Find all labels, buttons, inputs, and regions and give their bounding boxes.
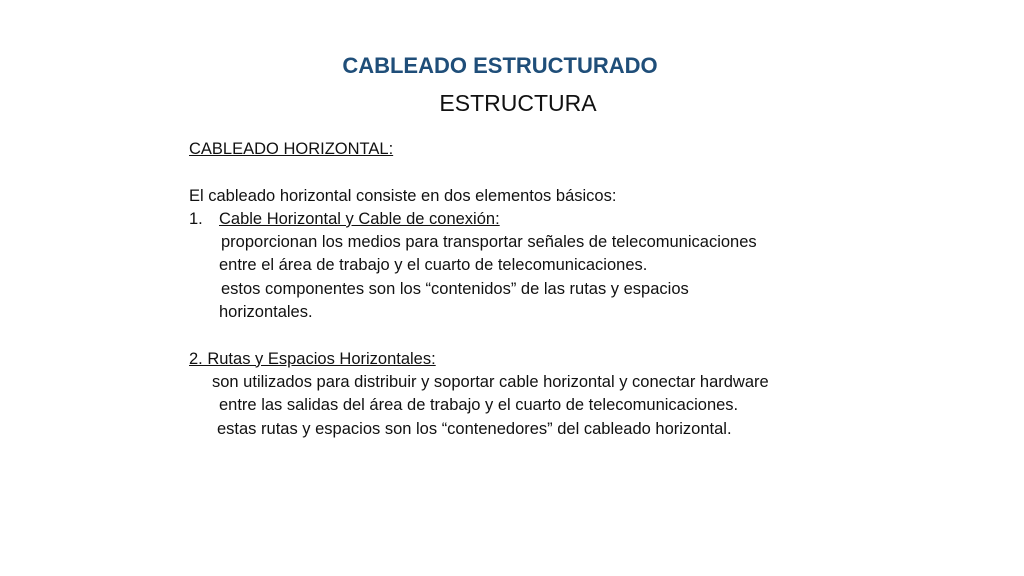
item-1-line: estos componentes son los “contenidos” de las rutas y espacios: [221, 279, 689, 298]
item-1-line: entre el área de trabajo y el cuarto de telecomunicaciones.: [219, 256, 648, 275]
item-1-line: proporcionan los medios para transportar señales de telecomunicaciones: [221, 233, 757, 252]
slide-title: CABLEADO ESTRUCTURADO: [342, 53, 658, 78]
slide-subtitle: ESTRUCTURA: [439, 90, 597, 116]
item-1-heading-row: [189, 208, 769, 231]
item-2-line: son utilizados para distribuir y soportar cable horizontal y conectar hardware: [212, 372, 769, 391]
item-1-number: 1.: [189, 209, 203, 228]
item-1-heading: Cable Horizontal y Cable de conexión:: [219, 209, 500, 228]
item-2-line: estas rutas y espacios son los “contenedores” del cableado horizontal.: [217, 419, 732, 438]
blank-line: [189, 161, 769, 184]
blank-line: [189, 324, 769, 347]
item-2-heading: 2. Rutas y Espacios Horizontales:: [189, 349, 436, 368]
section-heading: CABLEADO HORIZONTAL:: [189, 140, 394, 158]
item-2-line: entre las salidas del área de trabajo y el cuarto de telecomunicaciones.: [219, 396, 739, 415]
slide-body: [189, 138, 769, 441]
intro-text: El cableado horizontal consiste en dos elementos básicos:: [189, 186, 617, 205]
item-1-line: horizontales.: [219, 303, 313, 322]
